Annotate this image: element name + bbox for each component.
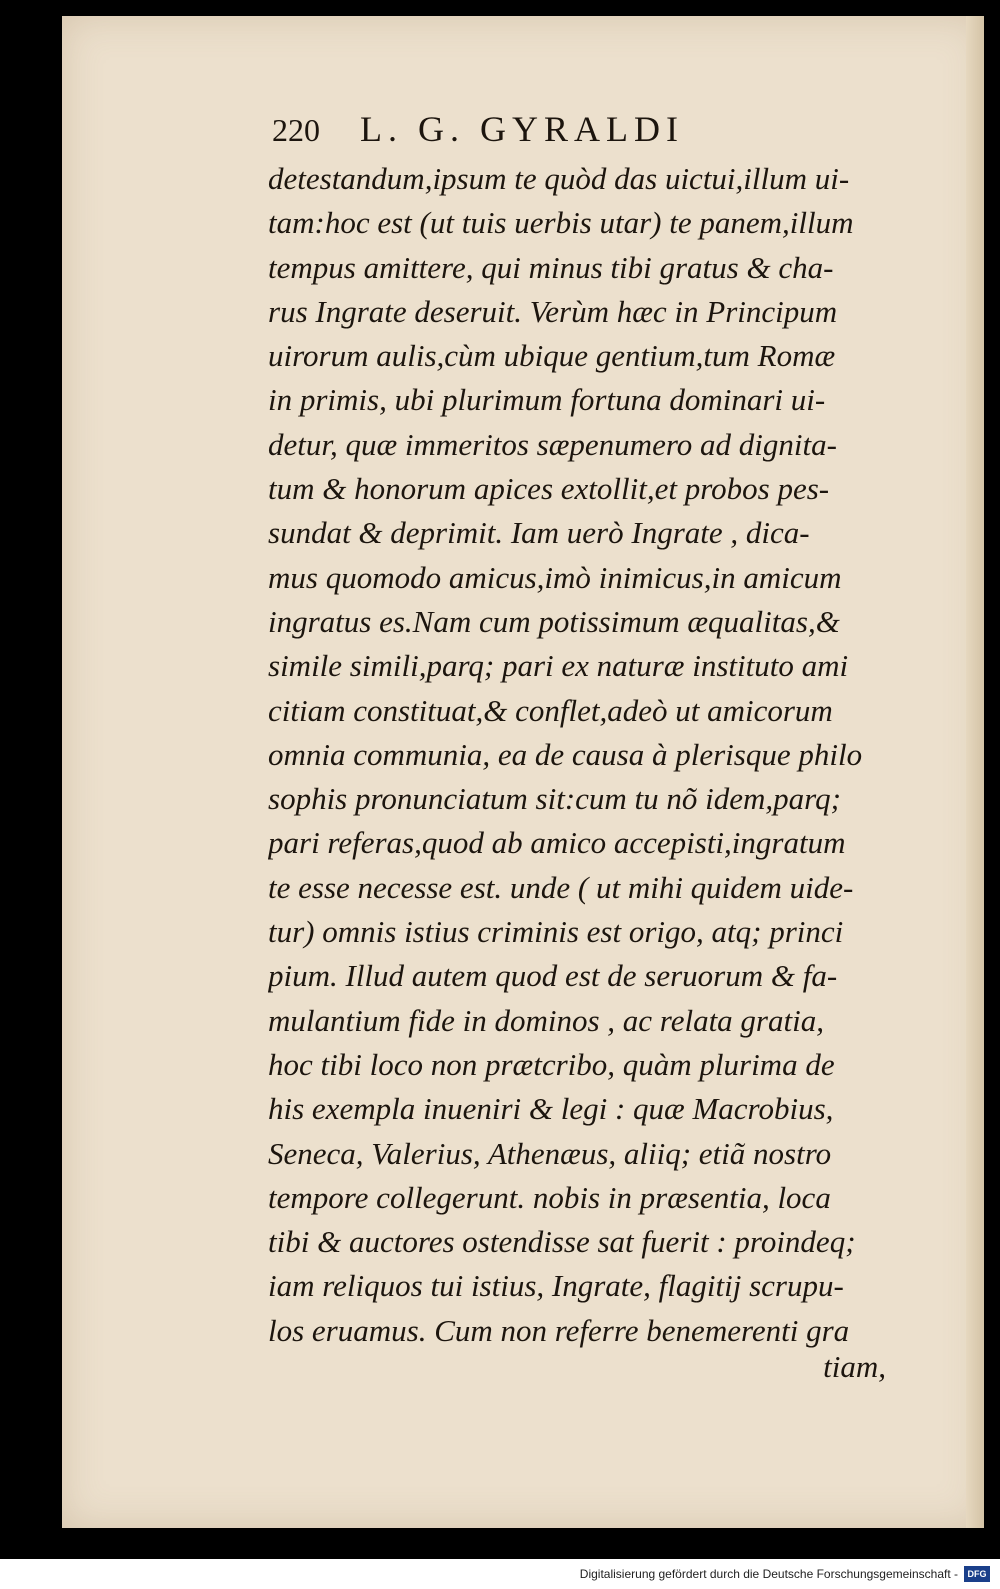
text-line: tur) omnis istius criminis est origo, atq; princi	[268, 914, 844, 950]
text-line: te esse necesse est. unde ( ut mihi quidem uide-	[268, 869, 854, 905]
text-line: tempus amittere, qui minus tibi gratus & cha-	[268, 249, 834, 285]
text-line: ingratus es.Nam cum potissimum æqualitas,&	[268, 603, 840, 639]
text-line: tempore collegerunt. nobis in præsentia, loca	[268, 1179, 831, 1215]
page-fold	[966, 16, 984, 1528]
text-line: detestandum,ipsum te quòd das uictui,illum ui-	[268, 161, 850, 196]
funding-credit: Digitalisierung gefördert durch die Deutsche Forschungsgemeinschaft -	[579, 1567, 958, 1581]
text-line: rus Ingrate deseruit. Verùm hæc in Principum	[268, 293, 838, 329]
text-line: pari referas,quod ab amico accepisti,ingratum	[268, 825, 846, 861]
text-line: los eruamus. Cum non referre benemerenti gra	[268, 1312, 850, 1348]
dfg-logo-icon[interactable]: DFG	[964, 1566, 990, 1582]
running-title: L. G. GYRALDI	[360, 109, 684, 149]
page-number: 220	[272, 112, 320, 148]
text-line: iam reliquos tui istius, Ingrate, flagitij scrupu-	[268, 1268, 844, 1304]
text-line: uirorum aulis,cùm ubique gentium,tum Romæ	[268, 338, 836, 374]
text-line: mulantium fide in dominos , ac relata gratia,	[268, 1002, 824, 1038]
text-line: detur, quæ immeritos sæpenumero ad dignita-	[268, 426, 837, 462]
text-line: citiam constituat,& conflet,adeò ut amicorum	[268, 692, 833, 728]
text-line: omnia communia, ea de causa à plerisque philo	[268, 736, 863, 772]
page-header	[272, 108, 832, 152]
text-line: simile simili,parq; pari ex naturæ instituto ami	[268, 648, 849, 684]
text-line: sophis pronunciatum sit:cum tu nõ idem,parq;	[268, 781, 841, 817]
text-line: tam:hoc est (ut tuis uerbis utar) te panem,illum	[268, 205, 854, 241]
text-block	[268, 157, 898, 1353]
text-line: his exempla inueniri & legi : quæ Macrobius,	[268, 1091, 834, 1127]
digitization-footer	[0, 1559, 1000, 1589]
text-line: tum & honorum apices extollit,et probos pes-	[268, 471, 830, 507]
text-line: pium. Illud autem quod est de seruorum & fa-	[268, 958, 838, 994]
text-line: mus quomodo amicus,imò inimicus,in amicum	[268, 559, 842, 595]
text-line: tibi & auctores ostendisse sat fuerit : proindeq;	[268, 1224, 856, 1260]
text-line: sundat & deprimit. Iam uerò Ingrate , dica-	[268, 515, 810, 551]
text-line: Seneca, Valerius, Athenæus, aliiq; etiã nostro	[268, 1135, 832, 1171]
text-line: hoc tibi loco non prætcribo, quàm plurima de	[268, 1046, 835, 1082]
text-line: in primis, ubi plurimum fortuna dominari ui-	[268, 382, 826, 418]
catchword: tiam,	[823, 1349, 886, 1384]
